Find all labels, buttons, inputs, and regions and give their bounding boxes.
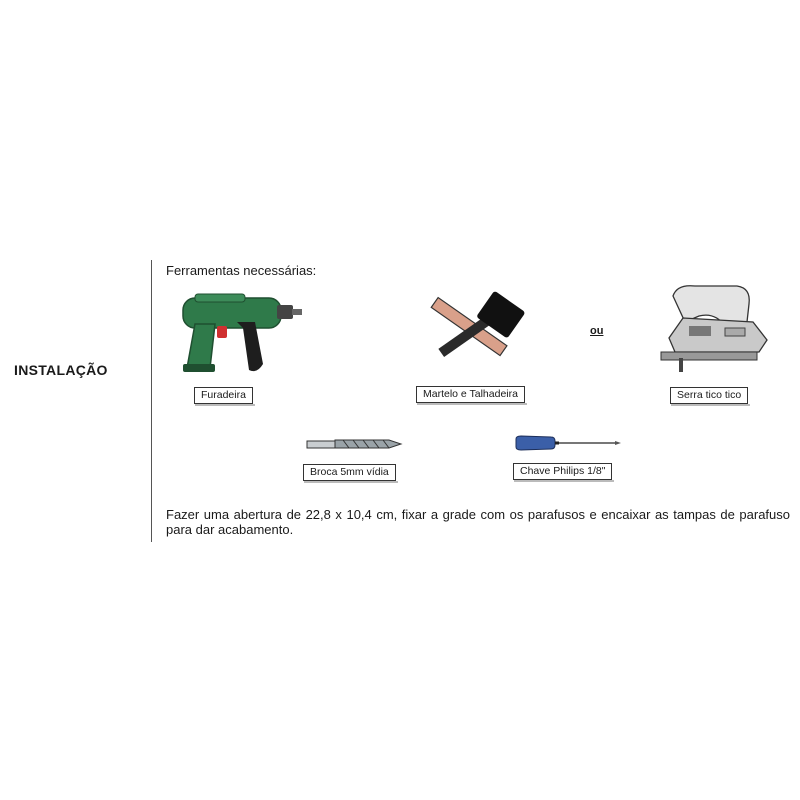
tool-label-screwdriver: Chave Philips 1/8" bbox=[513, 463, 612, 480]
drill-icon bbox=[165, 288, 305, 378]
installation-instructions: Fazer uma abertura de 22,8 x 10,4 cm, fixar a grade com os parafusos e encaixar as tampas de parafuso para dar acabamento. bbox=[166, 507, 790, 537]
drill-bit-icon bbox=[305, 435, 405, 453]
vertical-divider bbox=[151, 260, 152, 542]
tool-label-jigsaw: Serra tico tico bbox=[670, 387, 748, 404]
tools-heading: Ferramentas necessárias: bbox=[166, 263, 317, 278]
tool-label-drill-bit: Broca 5mm vídia bbox=[303, 464, 396, 481]
or-separator: ou bbox=[590, 325, 604, 337]
tool-label-hammer-chisel: Martelo e Talhadeira bbox=[416, 386, 525, 403]
section-title: INSTALAÇÃO bbox=[14, 362, 108, 378]
jigsaw-icon bbox=[655, 282, 770, 374]
screwdriver-icon bbox=[513, 433, 623, 453]
hammer-chisel-icon bbox=[420, 288, 528, 372]
tool-label-drill: Furadeira bbox=[194, 387, 253, 404]
